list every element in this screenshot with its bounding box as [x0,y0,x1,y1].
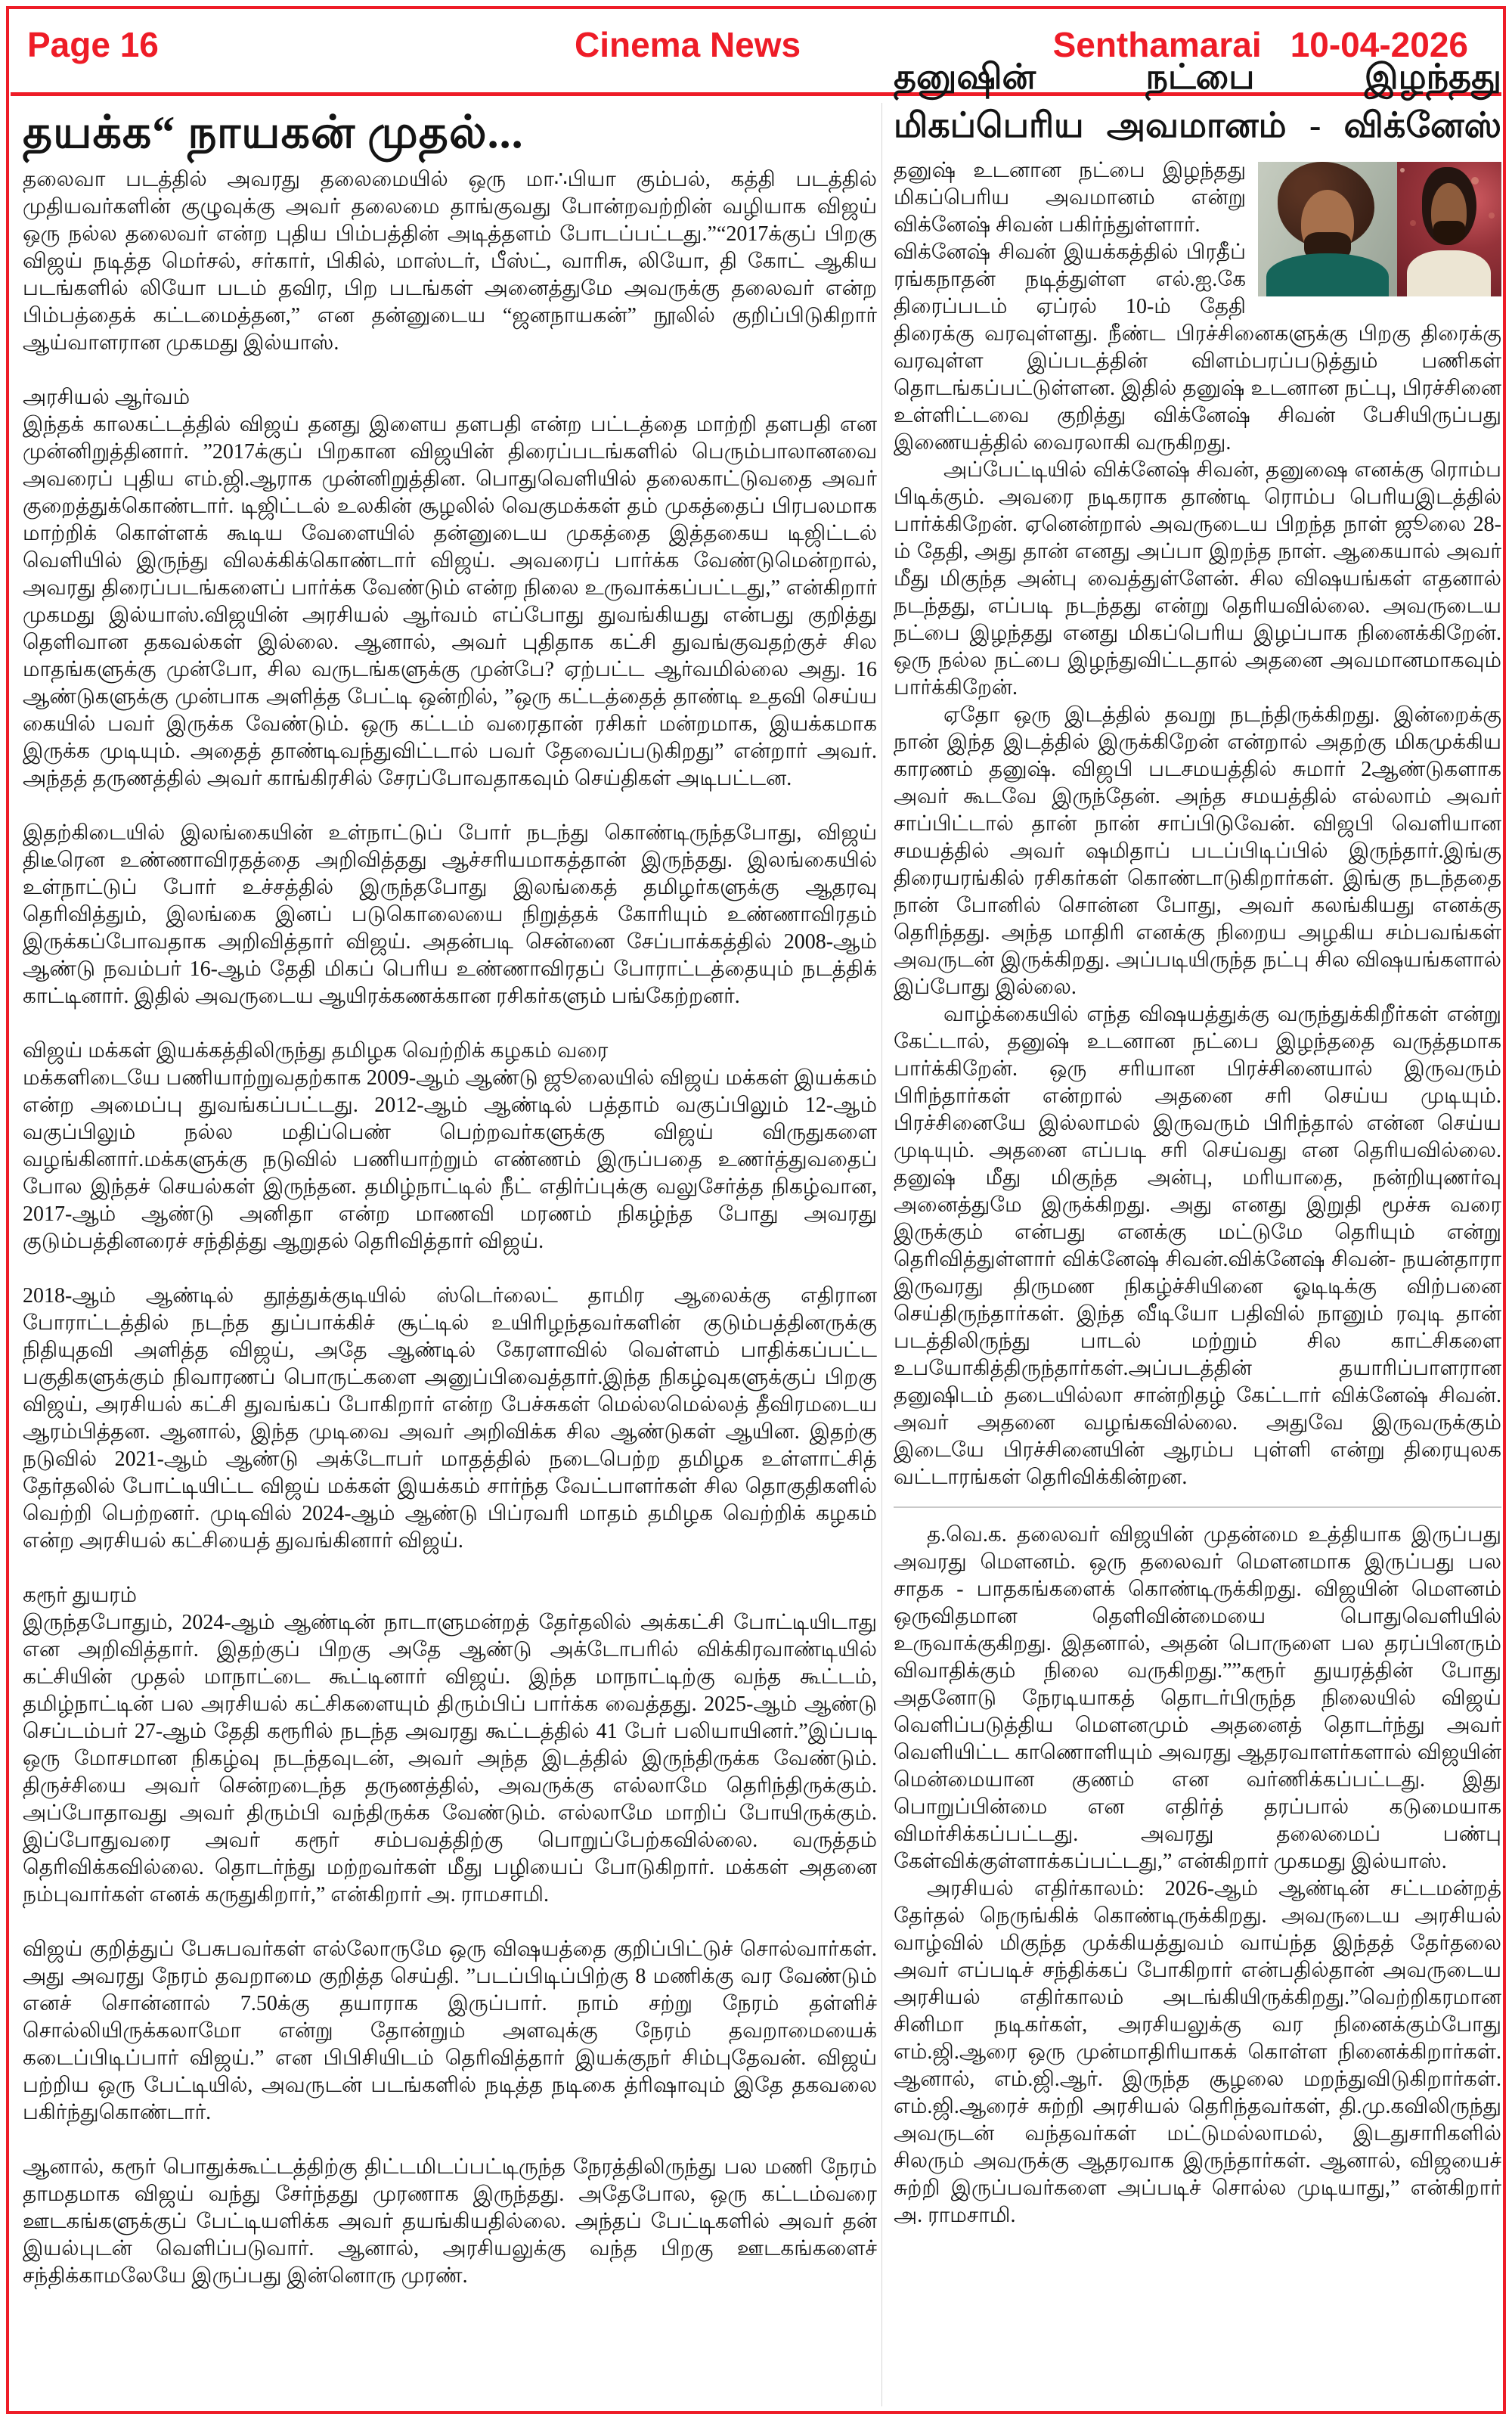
section-title: Cinema News [575,25,801,64]
article-paragraph: இந்தக் காலகட்டத்தில் விஜய் தனது இளைய தளபதி என்ற பட்டத்தை மாற்றி தளபதி என முன்னிறுத்தினார். ”2017க்குப் பிறகான விஜயின் திரைப்படங்களில் பெரும்பாலானவை அவரைப் புதிய எம்.ஜி.ஆராக முன்னிறுத்தின. பொதுவெளியில் தலைகாட்டுவதை அவர் குறைத்துக்கொண்டார். டிஜிட்டல் உலகின் சூழலில் வெகுமக்கள் தம் முகத்தைப் பிரபலமாக மாற்றிக் கொள்ளக் கூடிய வேளையில் தன்னுடைய முகத்தை இத்தகைய டிஜிட்டல் வெளியில் இருந்து விலக்கிக்கொண்டார் விஜய். அவரைப் பார்க்க வேண்டுமென்றால், அவரது திரைப்படங்களைப் பார்க்க வேண்டும் என்ற நிலை உருவாக்கப்பட்டது,” என்கிறார் முகமது இல்யாஸ்.விஜயின் அரசியல் ஆர்வம் எப்போது துவங்கியது என்பது குறித்து தெளிவான தகவல்கள் இல்லை. ஆனால், அவர் புதிதாக கட்சி துவங்குவதற்குச் சில மாதங்களுக்கு முன்போ, சில வருடங்களுக்கு முன்பே? ஏற்பட்ட ஆர்வமில்லை அது. 16 ஆண்டுகளுக்கு முன்பாக அளித்த பேட்டி ஒன்றில், ”ஒரு கட்டத்தைத் தாண்டி உதவி செய்ய கையில் பவர் இருக்க வேண்டும். ஒரு கட்டம் வரைதான் ரசிகர் மன்றமாக, இயக்கமாக இருக்க முடியும். அதைத் தாண்டிவந்துவிட்டால் பவர் தேவைப்படுகிறது” என்றார் அவர். அந்தத் தருணத்தில் அவர் காங்கிரசில் சேரப்போவதாகவும் செய்திகள் அடிபட்டன. [23,413,877,790]
vignesh-shivan-portrait [1258,162,1397,296]
article-paragraph: தனுஷ் உடனான நட்பை இழந்தது மிகப்பெரிய அவமானம் என்று விக்னேஷ் சிவன் பகிர்ந்துள்ளார். [894,159,1246,237]
article-paragraph: வாழ்க்கையில் எந்த விஷயத்துக்கு வருந்துக்கிறீர்கள் என்று கேட்டால், தனுஷ் உடனான நட்பை இழந்ததை வருத்தமாக பார்க்கிறேன். ஒரு சரியான பிரச்சினையால் இருவரும் பிரிந்தார்கள் என்றால் அதனை சரி செய்ய முடியும். பிரச்சினையே இல்லாமல் இருவரும் பிரிந்தால் என்ன செய்ய முடியும். அதனை எப்படி சரி செய்வது என தெரியவில்லை. தனுஷ் மீது மிகுந்த அன்பு, மரியாதை, நன்றியுணர்வு அனைத்துமே இருக்கிறது. அது எனது இறுதி மூச்சு வரை இருக்கும் என்பது எனக்கு மட்டுமே தெரியும் என்று தெரிவித்துள்ளார் விக்னேஷ் சிவன்.விக்னேஷ் சிவன்- நயன்தாரா இருவரது திருமண நிகழ்ச்சியினை ஓடிடிக்கு விற்பனை செய்திருந்தார்கள். இந்த வீடியோ பதிவில் நானும் ரவுடி தான் படத்திலிருந்து பாடல் மற்றும் சில காட்சிகளை உபயோகித்திருந்தார்கள்.அப்படத்தின் தயாரிப்பாளரான தனுஷிடம் தடையில்லா சான்றிதழ் கேட்டார் விக்னேஷ் சிவன். அவர் அதனை வழங்கவில்லை. அதுவே இருவருக்கும் இடையே பிரச்சினையின் ஆரம்ப புள்ளி என்று திரையுலக வட்டாரங்கள் தெரிவிக்கின்றன. [894,1003,1501,1489]
article-paragraph: விஜய் குறித்துப் பேசுபவர்கள் எல்லோருமே ஒரு விஷயத்தை குறிப்பிட்டுச் சொல்வார்கள். அது அவரது நேரம் தவறாமை குறித்த செய்தி. ”படப்பிடிப்பிற்கு 8 மணிக்கு வர வேண்டும் எனச் சொன்னால் 7.50க்கு தயாராக இருப்பார். நாம் சற்று நேரம் தள்ளிச் சொல்லியிருக்கலாமோ என்று தோன்றும் அளவுக்கு நேரம் தவறாமையைக் கடைப்பிடிப்பார் விஜய்.” என பிபிசியிடம் தெரிவித்தார் இயக்குநர் சிம்புதேவன். விஜய் பற்றிய ஒரு பேட்டியில், அவருடன் படங்களில் நடித்த நடிகை த்ரிஷாவும் இதே தகவலை பகிர்ந்துகொண்டார். [23,1938,877,2124]
article-paragraph: ஏதோ ஒரு இடத்தில் தவறு நடந்திருக்கிறது. இன்றைக்கு நான் இந்த இடத்தில் இருக்கிறேன் என்றால் அதற்கு மிகமுக்கிய காரணம் தனுஷ். விஜபி படசமயத்தில் சுமார் 2ஆண்டுகளாக அவர் கூடவே இருந்தேன். அந்த சமயத்தில் எல்லாம் அவர் சாப்பிட்டால் தான் நான் சாப்பிடுவேன். விஜபி வெளியான சமயத்தில் அவர் ஷமிதாப் படப்பிடிப்பில் இருந்தார்.இங்கு திரையரங்கில் ரசிகர்கள் கொண்டாடுகிறார்கள். இங்கு நடந்ததை நான் போனில் சொன்ன போது, அவர் கலங்கியது எனக்கு தெரிந்தது. அந்த மாதிரி எனக்கு நிறைய அழகிய சம்பவங்கள் அவருடன் இருக்கிறது. அப்படியிருந்த நட்பு சில விஷயங்களால் இப்போது இல்லை. [894,703,1501,999]
article-paragraph: ஆனால், கரூர் பொதுக்கூட்டத்திற்கு திட்டமிடப்பட்டிருந்த நேரத்திலிருந்து பல மணி நேரம் தாமதமாக விஜய் வந்து சேர்ந்தது முரணாக இருந்தது. அதேபோல, ஒரு கட்டம்வரை ஊடகங்களுக்குப் பேட்டியளிக்க அவர் தயங்கியதில்லை. அந்தப் பேட்டிகளில் அவர் தன் இயல்புடன் வெளிப்படுவார். ஆனால், அரசியலுக்கு வந்த பிறகு ஊடகங்களைச் சந்திக்காமலேயே இருப்பது இன்னொரு முரண். [23,2155,877,2288]
dhanush-portrait [1397,162,1501,296]
column-divider [881,103,882,2406]
teal-kurta-shape [1266,253,1389,296]
left-article-body [23,166,877,2290]
bokeh-lights [1400,168,1405,172]
article-paragraph: இதற்கிடையில் இலங்கையின் உள்நாட்டுப் போர் நடந்து கொண்டிருந்தபோது, விஜய் திடீரென உண்ணாவிரதத்தை அறிவித்தது ஆச்சரியமாகத்தான் இருந்தது. இலங்கையில் உள்நாட்டுப் போர் உச்சத்தில் இருந்தபோது இலங்கைத் தமிழர்களுக்கு ஆதரவு தெரிவித்தும், இலங்கை இனப் படுகொலையை நிறுத்தக் கோரியும் உண்ணாவிரதம் இருக்கப்போவதாக அறிவித்தார் விஜய். அதன்படி சென்னை சேப்பாக்கத்தில் 2008-ஆம் ஆண்டு நவம்பர் 16-ஆம் தேதி மிகப் பெரிய உண்ணாவிரதப் போராட்டத்தையும் நடத்திக் காட்டினார். இதில் அவருடைய ஆயிரக்கணக்கான ரசிகர்களும் பங்கேற்றனர். [23,821,877,1008]
cream-shirt-shape [1407,250,1491,296]
issue-date: 10-04-2026 [1290,25,1468,64]
left-article-headline: தயக்க“ நாயகன் முதல்... [23,107,524,157]
article-paragraph: தலைவா படத்தில் அவரது தலைமையில் ஒரு மா∴பியா கும்பல், கத்தி படத்தில் முதியவர்களின் குழுவுக்கு அவர் தலைமை தாங்குவது போன்றவற்றின் வழியாக விஜய் ஒரு நல்ல தலைவர் என்ற புதிய பிம்பத்தின் அடித்தளம் போடப்பட்டது.”“2017க்குப் பிறகு விஜய் நடித்த மெர்சல், சர்கார், பிகில், மாஸ்டர், பீஸ்ட், வாரிசு, லியோ, தி கோட் ஆகிய படங்களில் லியோ படம் தவிர, பிற படங்கள் அனைத்துமே அவருக்கு தலைவர் என்ற பிம்பத்தைக் கட்டமைத்தன,” என தன்னுடைய “ஜனநாயகன்” நூலில் குறிப்பிடுகிறார் ஆய்வாளரான முகமது இல்யாஸ். [23,168,877,355]
right-article-body [894,157,1501,1491]
article-paragraph: அப்பேட்டியில் விக்னேஷ் சிவன், தனுஷை எனக்கு ரொம்ப பிடிக்கும். அவரை நடிகராக தாண்டி ரொம்ப பெரியஇடத்தில் பார்க்கிறேன். ஏனென்றால் அவருடைய பிறந்த நாள் ஜூலை 28-ம் தேதி, அது தான் எனது அப்பா இறந்த நாள். ஆகையால் அவர் மீது மிகுந்த அன்பு வைத்துள்ளேன். சில விஷயங்கள் எதனால் நடந்தது, எப்படி நடந்தது என்று தெரியவில்லை. அவருடைய நட்பை இழந்தது எனது மிகப்பெரிய இழப்பாக நினைக்கிறேன். ஒரு நல்ல நட்பை இழந்துவிட்டதால் அதனை அவமானமாகவும் பார்க்கிறேன். [894,458,1501,700]
article-paragraph: த.வெ.க. தலைவர் விஜயின் முதன்மை உத்தியாக இருப்பது அவரது மெளனம். ஒரு தலைவர் மெளனமாக இருப்பது பல சாதக - பாதகங்களைக் கொண்டிருக்கிறது. விஜயின் மெளனம் ஒருவிதமான தெளிவின்மையை பொதுவெளியில் உருவாக்குகிறது. இதனால், அதன் பொருளை பல தரப்பினரும் விவாதிக்கும் நிலை வருகிறது.””கரூர் துயரத்தின் போது அதனோடு நேரடியாகத் தொடர்பிருந்த நிலையில் விஜய் வெளிப்படுத்திய மெளனமும் அதனைத் தொடர்ந்து அவர் வெளியிட்ட காணொளியும் அவரது ஆதரவாளர்களால் விஜயின் மென்மையான குணம் என வர்ணிக்கப்பட்டது. இது பொறுப்பின்மை என எதிர்த் தரப்பால் கடுமையாக விமர்சிக்கப்பட்டது. அவரது தலைமைப் பண்பு கேள்விக்குள்ளாக்கப்பட்டது,” என்கிறார் முகமது இல்யாஸ். [894,1523,1501,1873]
left-article [23,101,877,2290]
vignesh-dhanush-photo [1258,162,1501,296]
page-number: Page 16 [27,25,159,64]
sub-heading: விஜய் மக்கள் இயக்கத்திலிருந்து தமிழக வெற்றிக் கழகம் வரை [23,1039,609,1063]
article-paragraph: விக்னேஷ் சிவன் இயக்கத்தில் பிரதீப் ரங்கநாதன் நடித்துள்ள எல்.ஐ.கே திரைப்படம் ஏப்ரல் 10-ம் தேதி திரைக்கு வரவுள்ளது. நீண்ட பிரச்சினைகளுக்கு பிறகு திரைக்கு வரவுள்ள இப்படத்தின் விளம்பரப்படுத்தும் பணிகள் தொடங்கப்பட்டுள்ளன. இதில் தனுஷ் உடனான நட்பு, பிரச்சினை உள்ளிட்டவை குறித்து விக்னேஷ் சிவன் பேசியிருப்பது இணையத்தில் வைரலாகி வருகிறது. [894,240,1501,455]
right-article-headline [894,53,1501,150]
article-paragraph: இருந்தபோதும், 2024-ஆம் ஆண்டின் நாடாளுமன்றத் தேர்தலில் அக்கட்சி போட்டியிடாது என அறிவித்தார். இதற்குப் பிறகு அதே ஆண்டு அக்டோபரில் விக்கிரவாண்டியில் கட்சியின் முதல் மாநாட்டை கூட்டினார் விஜய். இந்த மாநாட்டிற்கு வந்த கூட்டம், தமிழ்நாட்டின் பல அரசியல் கட்சிகளையும் திரும்பிப் பார்க்க வைத்தது. 2025-ஆம் ஆண்டு செப்டம்பர் 27-ஆம் தேதி கரூரில் நடந்த அவரது கூட்டத்தில் 41 பேர் பலியாயினர்.”இப்படி ஒரு மோசமான நிகழ்வு நடந்தவுடன், அவர் அந்த இடத்தில் இருந்திருக்க வேண்டும். திருச்சியை அவர் சென்றடைந்த தருணத்தில், அவருக்கு எல்லாமே தெரிந்திருக்கும். அப்போதாவது அவர் திரும்பி வந்திருக்க வேண்டும். எல்லாமே மாறிப் போயிருக்கும். இப்போதுவரை அவர் கரூர் சம்பவத்திற்கு பொறுப்பேற்கவில்லை. வருத்தம் தெரிவிக்கவில்லை. தொடர்ந்து மற்றவர்கள் மீது பழியைப் போடுகிறார். மக்கள் அதனை நம்புவார்கள் எனக் கருதுகிறார்,” என்கிறார் அ. ராமசாமி. [23,1611,877,1907]
article-paragraph: 2018-ஆம் ஆண்டில் தூத்துக்குடியில் ஸ்டெர்லைட் தாமிர ஆலைக்கு எதிரான போராட்டத்தில் நடந்த துப்பாக்கிச் சூட்டில் உயிரிழந்தவர்களின் குடும்பத்தினருக்கு நிதியுதவி அளித்த விஜய், அதே ஆண்டில் கேரளாவில் வெள்ளம் பாதிக்கப்பட்ட பகுதிகளுக்கும் நிவாரணப் பொருட்களை அனுப்பிவைத்தார்.இந்த நிகழ்வுகளுக்குப் பிறகு விஜய், அரசியல் கட்சி துவங்கப் போகிறார் என்ற பேச்சுகள் மெல்லமெல்லத் தீவிரமடைய ஆரம்பித்தன. ஆனால், இந்த முடிவை அவர் அறிவிக்க சில ஆண்டுகள் ஆயின. இதற்கு நடுவில் 2021-ஆம் ஆண்டு அக்டோபர் மாதத்தில் நடைபெற்ற தமிழக உள்ளாட்சித் தேர்தலில் போட்டியிட்ட விஜய் மக்கள் இயக்கம் சார்ந்த வேட்பாளர்கள் சில தொகுதிகளில் வெற்றி பெற்றனர். முடிவில் 2024-ஆம் ஆண்டு பிப்ரவரி மாதம் தமிழக வெற்றிக் கழகம் என்ற அரசியல் கட்சியைத் துவங்கினார் விஜய். [23,1284,877,1553]
article-paragraph: மக்களிடையே பணியாற்றுவதற்காக 2009-ஆம் ஆண்டு ஜூலையில் விஜய் மக்கள் இயக்கம் என்ற அமைப்பு துவங்கப்பட்டது. 2012-ஆம் ஆண்டில் பத்தாம் வகுப்பிலும் 12-ஆம் வகுப்பிலும் நல்ல மதிப்பெண் பெற்றவர்களுக்கு விஜய் விருதுகளை வழங்கினார்.மக்களுக்கு நடுவில் பணியாற்றும் எண்ணம் இருப்பதை உணர்த்துவதைப் போல இந்தச் செயல்கள் இருந்தன. தமிழ்நாட்டில் நீட் எதிர்ப்புக்கு வலுசேர்த்த நிகழ்வான, 2017-ஆம் ஆண்டு அனிதா என்ற மாணவி மரணம் நிகழ்ந்த போது அவரது குடும்பத்தினரைச் சந்தித்து ஆறுதல் தெரிவித்தார் விஜய். [23,1066,877,1253]
article-paragraph: அரசியல் எதிர்காலம்: 2026-ஆம் ஆண்டின் சட்டமன்றத் தேர்தல் நெருங்கிக் கொண்டிருக்கிறது. அவருடைய அரசியல் வாழ்வில் மிகுந்த முக்கியத்துவம் வாய்ந்த இந்தத் தேர்தலை அவர் எப்படிச் சந்திக்கப் போகிறார் என்பதில்தான் அவருடைய அரசியல் எதிர்காலம் அடங்கியிருக்கிறது.”வெற்றிகரமான சினிமா நடிகர்கள், அரசியலுக்கு வர நினைக்கும்போது எம்.ஜி.ஆரை ஒரு முன்மாதிரியாகக் கொள்ள நினைக்கிறார்கள். ஆனால், எம்.ஜி.ஆர். இருந்த சூழலை மறந்துவிடுகிறார்கள். எம்.ஜி.ஆரைச் சுற்றி அரசியல் தெரிந்தவர்கள், தி.மு.கவிலிருந்து அவருடன் வந்தவர்கள் மட்டுமல்லாமல், இடதுசாரிகளில் சிலரும் அவருக்கு ஆதரவாக இருந்தார்கள். ஆனால், விஜயைச் சுற்றி இருப்பவர்களை அப்படிச் சொல்ல முடியாது,” என்கிறார் அ. ராமசாமி. [894,1877,1501,2227]
right-article [894,53,1501,2229]
paper-name: Senthamarai [1052,25,1262,64]
sub-heading: கரூர் துயரம் [23,1584,138,1607]
dhanush-beard [1433,221,1465,245]
right-headline-line2: மிகப்பெரிய அவமானம் - விக்னேஸ் [894,106,1501,144]
sub-heading: அரசியல் ஆர்வம் [23,386,191,409]
right-headline-line1: தனுஷின் நட்பை இழந்தது [894,57,1501,96]
section-divider [894,1506,1501,1508]
right-article-second-section [894,1522,1501,2229]
